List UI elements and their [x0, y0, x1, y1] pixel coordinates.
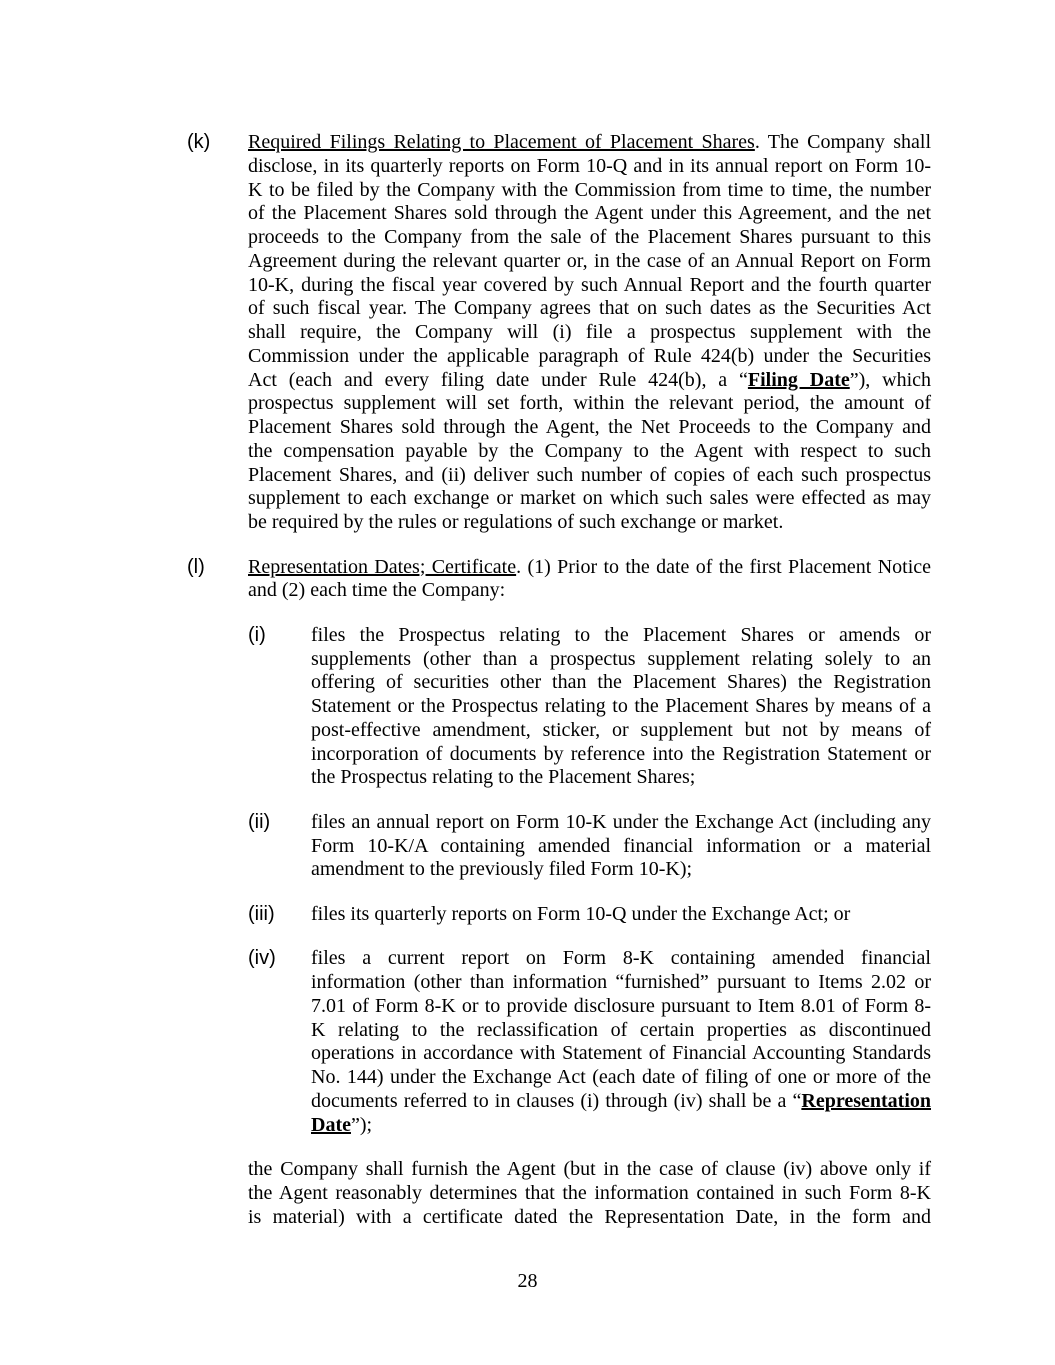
- clause-label: (i): [248, 623, 266, 646]
- text-run: . The Company shall: [754, 131, 931, 153]
- text-line: [311, 947, 931, 971]
- text-run: files the Prospectus relating to the Placement Shares or amends or: [311, 623, 931, 646]
- clause-heading: Required Filings Relating to Placement of Placement Shares: [248, 131, 755, 153]
- text-line: [311, 719, 931, 743]
- text-line: [311, 903, 931, 927]
- clause-text: [311, 903, 931, 927]
- text-line: [248, 274, 931, 298]
- text-run: Act (each and every filing date under Rule 424(b), a “: [248, 368, 748, 391]
- text-run: supplement to each exchange or market on which such sales were effected as may: [248, 487, 931, 510]
- text-run: shall require, the Company will (i) file a prospectus supplement with the: [248, 321, 931, 343]
- text-line: [248, 345, 931, 369]
- text-line: [311, 1090, 931, 1114]
- text-line: [248, 1206, 931, 1230]
- text-line: [248, 440, 931, 464]
- text-line: [248, 202, 931, 226]
- text-run: Statement or the Prospectus relating to the Placement Shares by means of a: [311, 695, 931, 717]
- text-line: [311, 811, 931, 835]
- subclause-l-iv: [0, 947, 1055, 1137]
- subclause-l-ii: [0, 811, 1055, 882]
- clause-k: [0, 131, 1055, 535]
- text-line: [311, 766, 931, 790]
- text-run: the Prospectus relating to the Placement Shares;: [311, 766, 696, 789]
- text-run: post-effective amendment, sticker, or supplement but not by means of: [311, 718, 931, 741]
- text-run: disclose, in its quarterly reports on Form 10-Q and in its annual report on Form 10-: [248, 154, 931, 177]
- clause-text: [311, 624, 931, 790]
- text-run: Agreement during the relevant quarter or, in the case of an Annual Report on Form: [248, 249, 931, 272]
- clause-label: (iii): [248, 902, 275, 925]
- text-line: [311, 971, 931, 995]
- text-run: amendment to the previously filed Form 10-K);: [311, 858, 693, 881]
- text-line: [311, 995, 931, 1019]
- clause-l: [0, 556, 1055, 604]
- text-run: files its quarterly reports on Form 10-Q under the Exchange Act; or: [311, 902, 851, 925]
- text-run: the Agent reasonably determines that the information contained in such Form 8-K: [248, 1181, 931, 1204]
- text-line: [248, 131, 931, 155]
- subclause-l-iii: [0, 903, 1055, 927]
- text-run: of the Placement Shares sold through the Agent under this Agreement, and the net: [248, 202, 931, 225]
- text-line: [311, 671, 931, 695]
- text-line: [248, 556, 931, 580]
- text-run: K relating to the reclassification of certain properties as discontinued: [311, 1018, 931, 1041]
- text-run: Form 10-K/A containing amended financial information or a material: [311, 834, 931, 857]
- defined-term: Filing Date: [747, 368, 850, 391]
- text-run: Placement Shares, and (ii) deliver such number of copies of each such prospectus: [248, 463, 931, 486]
- text-line: [311, 695, 931, 719]
- text-line: [311, 624, 931, 648]
- text-line: [311, 835, 931, 859]
- clause-label: (l): [187, 555, 205, 578]
- text-line: [248, 297, 931, 321]
- text-run: No. 144) under the Exchange Act (each date of filing of one or more of the: [311, 1066, 931, 1088]
- text-line: [248, 392, 931, 416]
- clause-heading: Representation Dates; Certificate: [248, 555, 517, 578]
- text-run: operations in accordance with Statement of Financial Accounting Standards: [311, 1042, 931, 1065]
- text-run: files a current report on Form 8-K containing amended financial: [311, 947, 931, 970]
- text-run: ”);: [350, 1113, 373, 1136]
- text-run: supplements (other than a prospectus supplement relating solely to an: [311, 647, 931, 670]
- text-line: [248, 250, 931, 274]
- text-run: documents referred to in clauses (i) through (iv) shall be a “: [311, 1089, 802, 1112]
- text-run: offering of securities other than the Placement Shares) the Registration: [311, 671, 931, 694]
- text-line: [248, 369, 931, 393]
- text-line: [248, 1158, 931, 1182]
- text-line: [248, 579, 931, 603]
- text-run: is material) with a certificate dated the Representation Date, in the form and: [248, 1205, 931, 1228]
- clause-text: [311, 947, 931, 1137]
- text-run: files an annual report on Form 10-K under the Exchange Act (including any: [311, 810, 931, 833]
- text-line: [311, 858, 931, 882]
- text-run: 7.01 of Form 8-K or to provide disclosure pursuant to Item 8.01 of Form 8-: [311, 994, 931, 1017]
- clause-text: [248, 1158, 931, 1229]
- page-number: 28: [517, 1270, 538, 1292]
- text-line: [248, 487, 931, 511]
- text-line: [248, 511, 931, 535]
- clause-label: (k): [187, 131, 211, 153]
- text-run: be required by the rules or regulations of such exchange or market.: [248, 511, 784, 533]
- text-run: K to be filed by the Company with the Commission from time to time, the number: [248, 178, 931, 201]
- text-run: and (2) each time the Company:: [248, 579, 506, 602]
- text-line: [248, 179, 931, 203]
- text-line: [311, 743, 931, 767]
- text-run: incorporation of documents by reference into the Registration Statement or: [311, 742, 931, 765]
- subclause-l-i: [0, 624, 1055, 790]
- defined-term: Date: [311, 1113, 351, 1136]
- text-line: [311, 1042, 931, 1066]
- text-run: the Company shall furnish the Agent (but in the case of clause (iv) above only if: [248, 1158, 931, 1180]
- text-run: 10-K, during the fiscal year covered by such Annual Report and the fourth quarter: [248, 273, 931, 296]
- text-run: of such fiscal year. The Company agrees that on such dates as the Securities Act: [248, 297, 931, 320]
- text-line: [311, 1114, 931, 1138]
- text-line: [248, 155, 931, 179]
- clause-label: (iv): [248, 947, 276, 970]
- document-body: [0, 131, 1055, 1250]
- clause-text: [311, 811, 931, 882]
- clause-label: (ii): [248, 810, 271, 833]
- text-run: the compensation payable by the Company to the Agent with respect to such: [248, 439, 931, 462]
- text-line: [311, 1066, 931, 1090]
- text-run: ”), which: [849, 368, 932, 391]
- text-run: prospectus supplement will set forth, within the relevant period, the amount of: [248, 392, 931, 415]
- text-run: information (other than information “furnished” pursuant to Items 2.02 or: [311, 971, 931, 993]
- text-run: . (1) Prior to the date of the first Placement Notice: [516, 555, 932, 578]
- text-line: [311, 1019, 931, 1043]
- text-line: [248, 1182, 931, 1206]
- text-run: proceeds to the Company from the sale of the Placement Shares pursuant to this: [248, 226, 931, 248]
- text-line: [248, 321, 931, 345]
- clause-text: [248, 131, 931, 535]
- text-run: Placement Shares sold through the Agent, the Net Proceeds to the Company and: [248, 416, 931, 438]
- clause-text: [248, 556, 931, 604]
- clause-l-continuation: [0, 1158, 1055, 1229]
- text-line: [248, 416, 931, 440]
- defined-term: Representation: [801, 1089, 931, 1112]
- text-line: [311, 648, 931, 672]
- text-run: Commission under the applicable paragraph of Rule 424(b) under the Securities: [248, 344, 931, 367]
- text-line: [248, 226, 931, 250]
- text-line: [248, 464, 931, 488]
